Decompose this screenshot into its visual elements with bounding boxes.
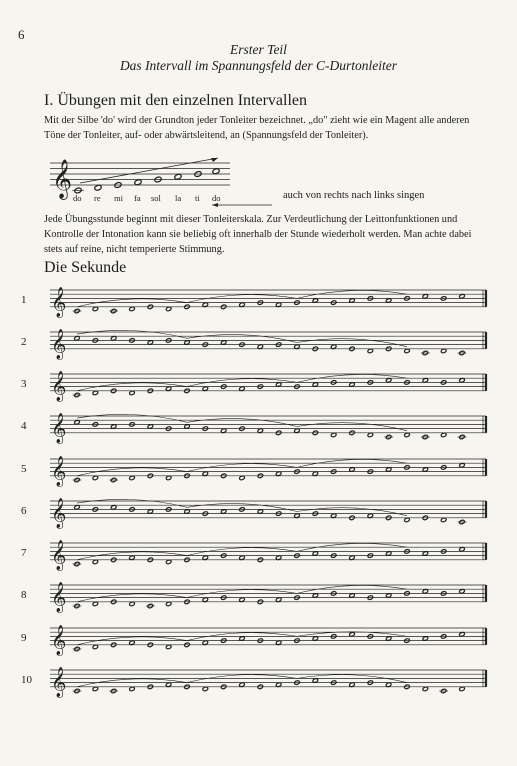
exercise-number-9: 9 bbox=[21, 632, 27, 644]
syllable-5: sol bbox=[151, 193, 161, 203]
slur bbox=[297, 423, 407, 431]
exercise-heading: I. Übungen mit den einzelnen Intervallen bbox=[44, 92, 308, 109]
treble-clef-icon: 𝄞 bbox=[51, 540, 67, 571]
syllable-4: fa bbox=[134, 193, 141, 203]
syllable-2: re bbox=[94, 193, 101, 203]
treble-clef-icon: 𝄞 bbox=[51, 582, 67, 613]
syllable-6: la bbox=[175, 193, 182, 203]
intro-paragraph: Mit der Silbe 'do' wird der Grundton jeder Tonleiter bezeichnet. „do" zieht wie ein Magent alle anderen Töne der Tonleiter, auf- oder abwärtsleitend, an (Spannungsfeld der Tonleiter). bbox=[44, 115, 470, 141]
exercise-number-6: 6 bbox=[21, 505, 27, 517]
scale-treble-clef-icon: 𝄞 bbox=[52, 158, 73, 199]
scale-caption: auch von rechts nach links singen bbox=[283, 190, 425, 201]
treble-clef-icon: 𝄞 bbox=[51, 498, 67, 529]
scale-note bbox=[134, 179, 142, 186]
treble-clef-icon: 𝄞 bbox=[51, 625, 67, 656]
treble-clef-icon: 𝄞 bbox=[51, 413, 67, 444]
treble-clef-icon: 𝄞 bbox=[51, 456, 67, 487]
treble-clef-icon: 𝄞 bbox=[51, 667, 67, 698]
treble-clef-icon: 𝄞 bbox=[51, 287, 67, 318]
slur bbox=[187, 419, 297, 427]
slur bbox=[297, 339, 407, 347]
exercise-number-7: 7 bbox=[21, 547, 27, 559]
page-number: 6 bbox=[18, 27, 25, 42]
exercise-number-2: 2 bbox=[21, 336, 27, 348]
practice-paragraph: Jede Übungsstunde beginnt mit dieser Tonleiterskala. Zur Verdeutlichung der Leittonfunktionen und Kontrolle der Intonation kann sie beliebig oft innerhalb der Stunde wiederholt werden. Man achte dabei stets auf reine, nicht temperierte Stimmung. bbox=[44, 214, 472, 255]
exercise-number-1: 1 bbox=[21, 294, 27, 306]
treble-clef-icon: 𝄞 bbox=[51, 371, 67, 402]
scale-note bbox=[174, 173, 182, 180]
treble-clef-icon: 𝄞 bbox=[51, 329, 67, 360]
scale-arrow-up-head bbox=[211, 158, 218, 162]
scale-note bbox=[212, 168, 220, 175]
exercise-number-10: 10 bbox=[21, 674, 32, 686]
second-heading: Die Sekunde bbox=[44, 259, 127, 276]
syllable-1: do bbox=[73, 193, 82, 203]
syllable-7: ti bbox=[195, 193, 200, 203]
exercise-number-3: 3 bbox=[21, 378, 27, 390]
slur bbox=[77, 414, 187, 422]
exercise-number-8: 8 bbox=[21, 589, 27, 601]
exercise-number-4: 4 bbox=[21, 420, 27, 432]
part-title: Erster Teil bbox=[230, 42, 287, 57]
slur bbox=[187, 335, 297, 343]
syllable-8: do bbox=[212, 193, 221, 203]
exercise-number-5: 5 bbox=[21, 463, 27, 475]
scale-note bbox=[94, 184, 102, 191]
section-title: Das Intervall im Spannungsfeld der C-Durtonleiter bbox=[119, 58, 398, 73]
slur bbox=[77, 499, 187, 507]
scale-arrow-back-head bbox=[212, 203, 218, 207]
slur bbox=[77, 330, 187, 338]
syllable-3: mi bbox=[114, 193, 123, 203]
